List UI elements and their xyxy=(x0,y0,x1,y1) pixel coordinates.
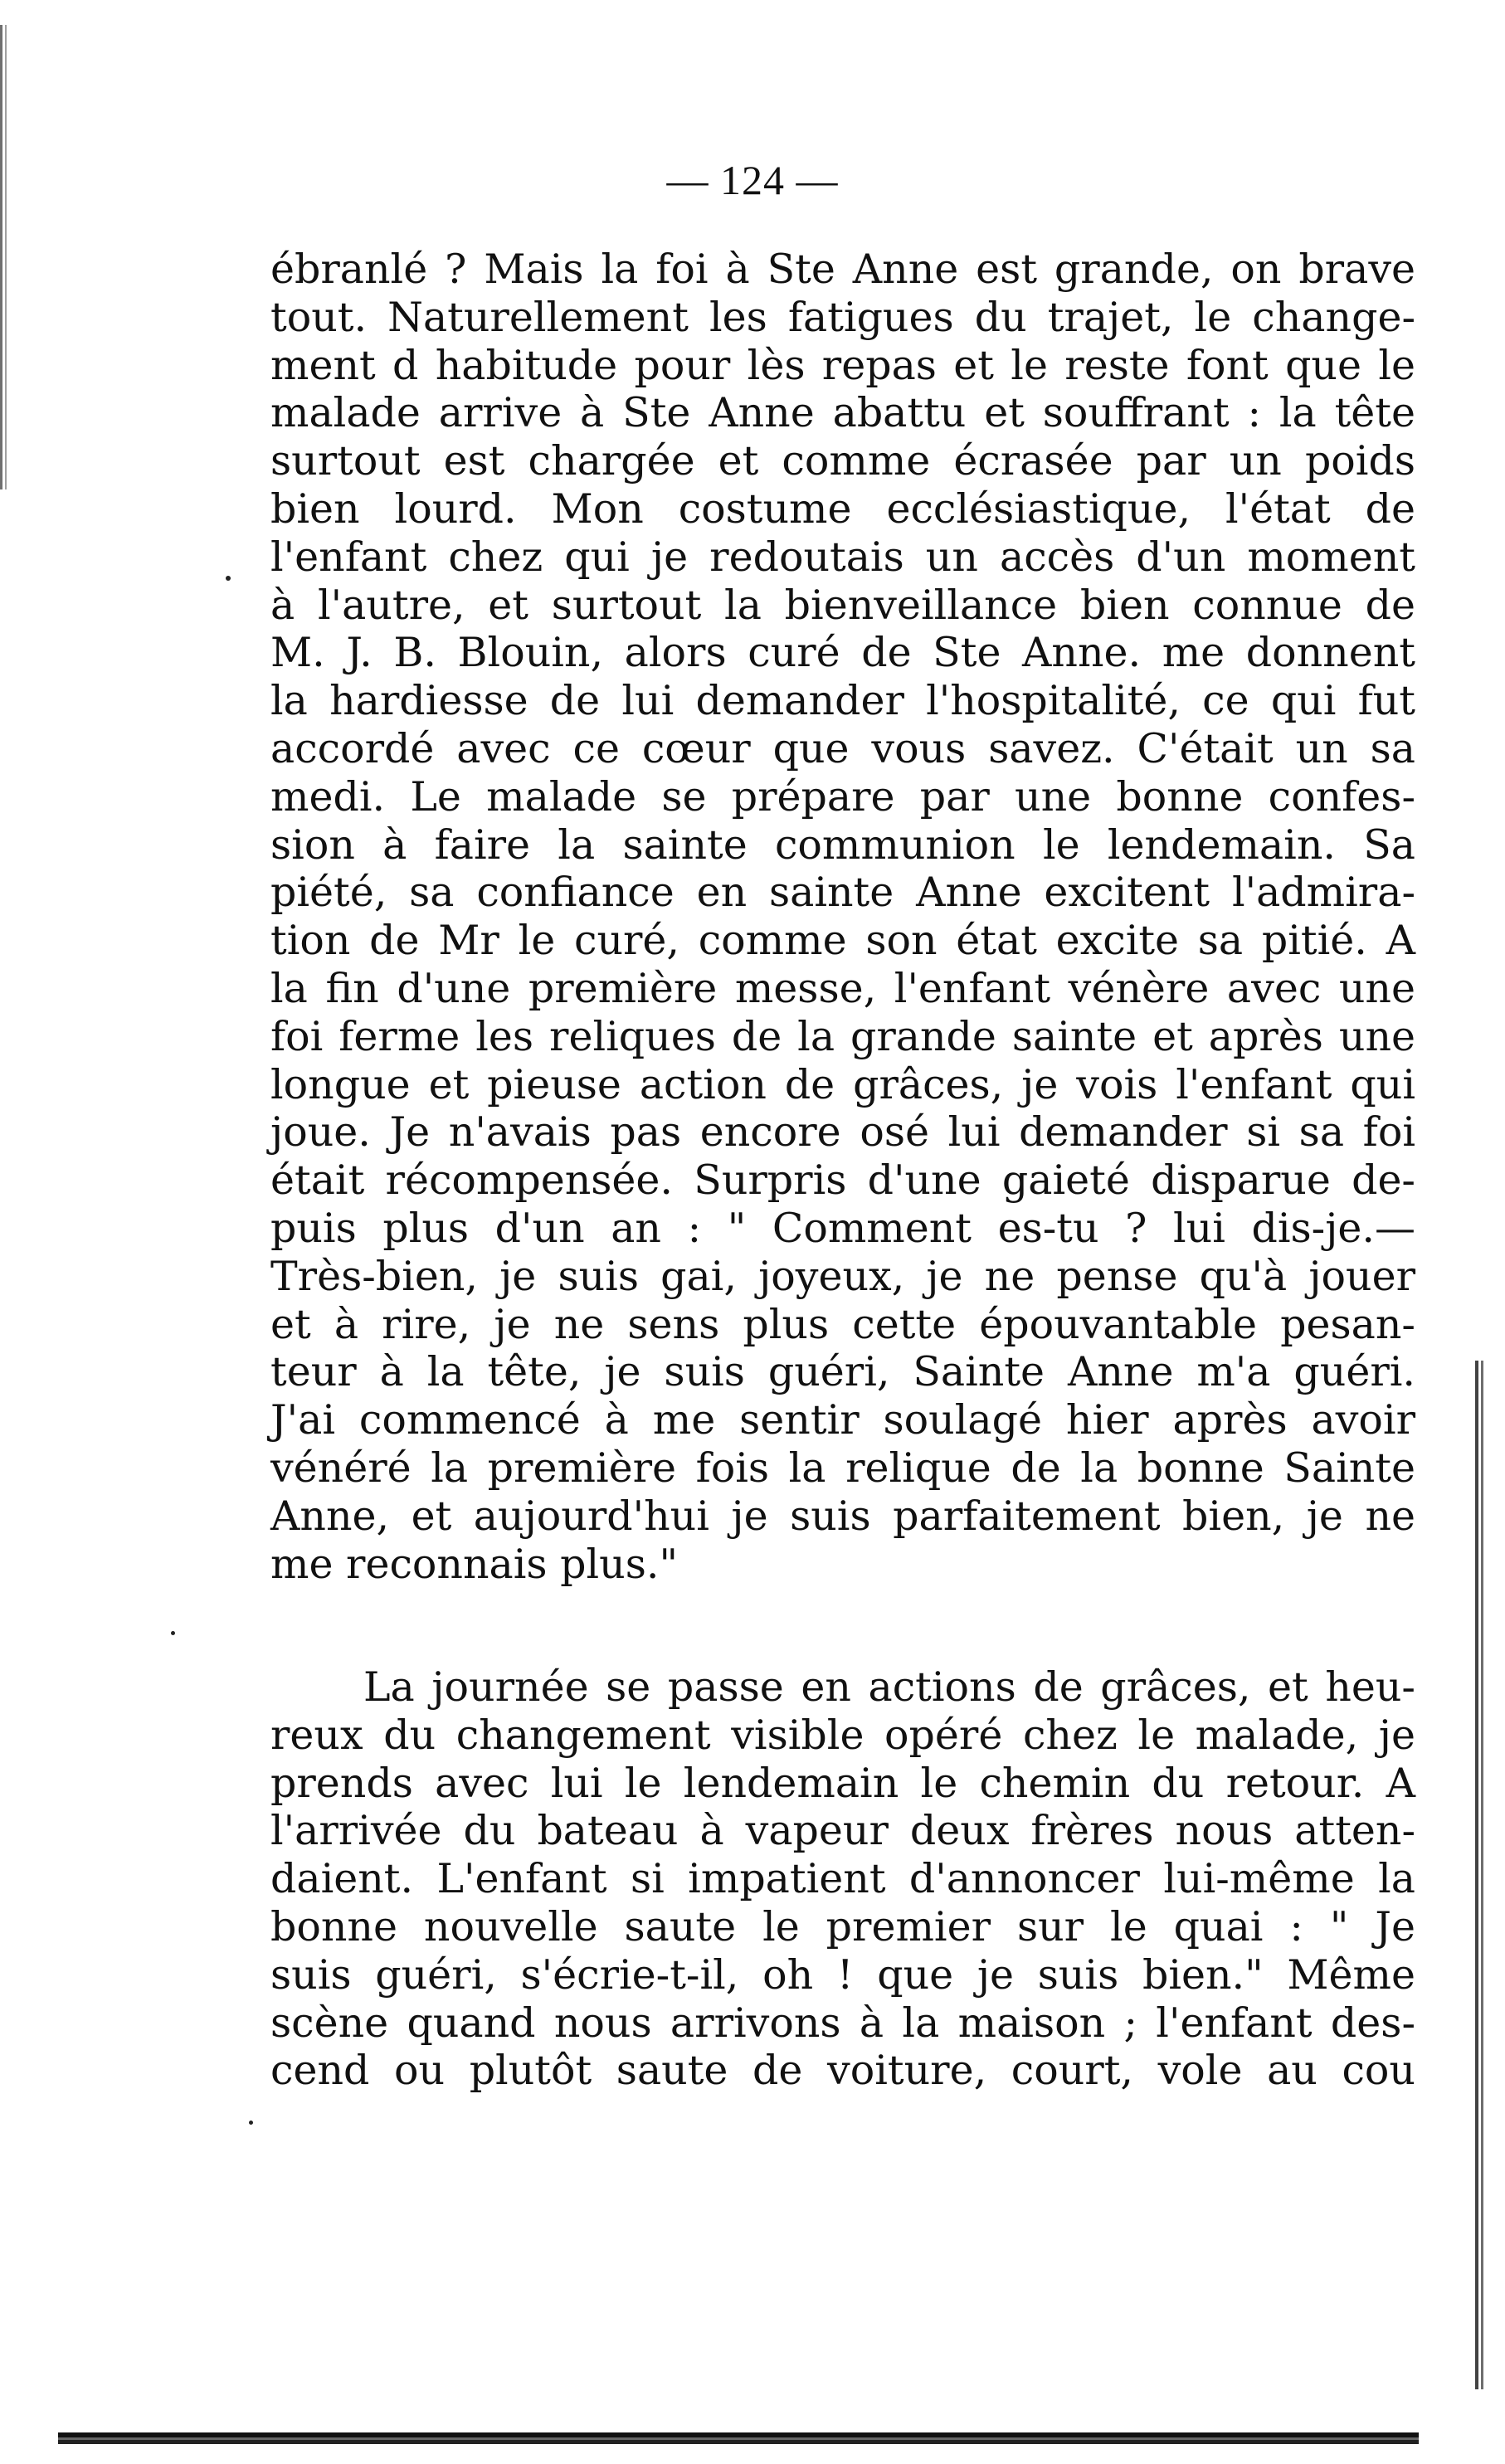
text-line: La journée se passe en actions de grâces, et heu- xyxy=(363,1663,1415,1711)
text-line: me reconnais plus." xyxy=(270,1540,678,1588)
text-line: l'arrivée du bateau à vapeur deux frères nous atten- xyxy=(270,1807,1415,1855)
text-line: cend ou plutôt saute de voiture, court, vole au cou xyxy=(270,2047,1415,2095)
paragraph-1 xyxy=(270,246,1415,1588)
text-line: piété, sa confiance en sainte Anne excitent l'admira- xyxy=(270,869,1415,917)
paragraph-2 xyxy=(270,1663,1415,2095)
text-line: M. J. B. Blouin, alors curé de Ste Anne. me donnent xyxy=(270,629,1415,677)
text-line: vénéré la première fois la relique de la bonne Sainte xyxy=(270,1444,1415,1492)
text-line: J'ai commencé à me sentir soulagé hier après avoir xyxy=(270,1396,1415,1444)
text-line: l'enfant chez qui je redoutais un accès d'un moment xyxy=(270,533,1415,581)
text-line: foi ferme les reliques de la grande sainte et après une xyxy=(270,1012,1415,1060)
text-line: bien lourd. Mon costume ecclésiastique, l'état de xyxy=(270,485,1415,533)
text-line: était récompensée. Surpris d'une gaieté disparue de- xyxy=(270,1157,1415,1205)
text-line: la fin d'une première messe, l'enfant vénère avec une xyxy=(270,964,1415,1012)
text-line: malade arrive à Ste Anne abattu et souffrant : la tête xyxy=(270,389,1415,437)
scan-speck xyxy=(171,1631,175,1635)
page-number: — 124 — xyxy=(666,157,839,203)
text-line: accordé avec ce cœur que vous savez. C'était un sa xyxy=(270,724,1415,772)
text-line: Très-bien, je suis gai, joyeux, je ne pense qu'à jouer xyxy=(270,1252,1415,1300)
text-line: Anne, et aujourd'hui je suis parfaitement bien, je ne xyxy=(270,1492,1415,1540)
text-line: surtout est chargée et comme écrasée par un poids xyxy=(270,437,1415,485)
text-line: joue. Je n'avais pas encore osé lui demander si sa foi xyxy=(270,1108,1415,1157)
scan-speck xyxy=(249,2121,253,2125)
scan-edge-left xyxy=(0,25,12,489)
text-line: puis plus d'un an : " Comment es-tu ? lui dis-je.— xyxy=(270,1204,1415,1252)
text-line: suis guéri, s'écrie-t-il, oh ! que je suis bien." Même xyxy=(270,1950,1415,1999)
text-line: ment d habitude pour lès repas et le reste font que le xyxy=(270,341,1415,389)
text-line: longue et pieuse action de grâces, je vois l'enfant qui xyxy=(270,1060,1415,1108)
scan-speck xyxy=(226,576,231,581)
text-line: sion à faire la sainte communion le lendemain. Sa xyxy=(270,821,1415,869)
text-line: prends avec lui le lendemain le chemin du retour. A xyxy=(270,1759,1415,1807)
text-line: la hardiesse de lui demander l'hospitalité, ce qui fut xyxy=(270,677,1415,725)
text-line: daient. L'enfant si impatient d'annoncer lui-même la xyxy=(270,1855,1415,1903)
text-line: à l'autre, et surtout la bienveillance bien connue de xyxy=(270,581,1415,629)
text-line: tion de Mr le curé, comme son état excite sa pitié. A xyxy=(270,917,1415,965)
text-line: medi. Le malade se prépare par une bonne confes- xyxy=(270,772,1415,821)
text-line: ébranlé ? Mais la foi à Ste Anne est grande, on brave xyxy=(270,246,1415,293)
text-line: tout. Naturellement les fatigues du trajet, le change- xyxy=(270,293,1415,341)
text-line: et à rire, je ne sens plus cette épouvantable pesan- xyxy=(270,1300,1415,1348)
text-line: teur à la tête, je suis guéri, Sainte Anne m'a guéri. xyxy=(270,1348,1415,1396)
text-line: bonne nouvelle saute le premier sur le quai : " Je xyxy=(270,1902,1415,1950)
scan-edge-right xyxy=(1475,1361,1483,2389)
scan-bottom-bar xyxy=(58,2432,1419,2444)
text-line: scène quand nous arrivons à la maison ; l'enfant des- xyxy=(270,1999,1415,2047)
text-line: reux du changement visible opéré chez le malade, je xyxy=(270,1711,1415,1759)
